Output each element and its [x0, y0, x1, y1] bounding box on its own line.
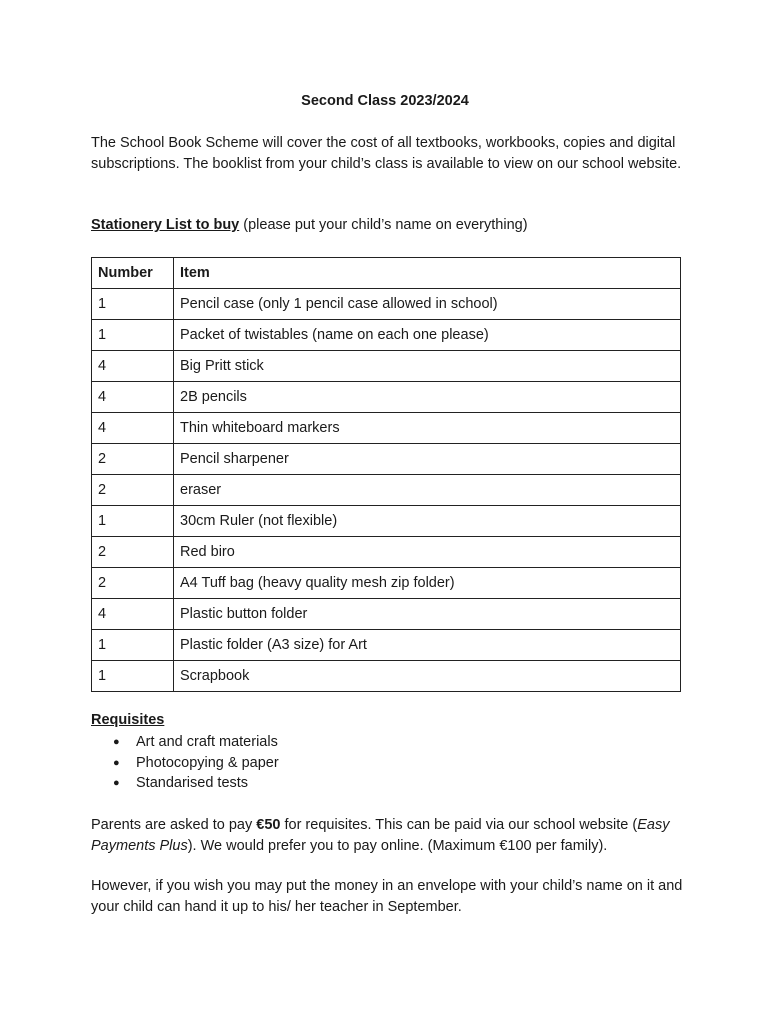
table-row: [92, 382, 681, 413]
row-number: 2: [92, 537, 174, 568]
row-item: Thin whiteboard markers: [174, 413, 681, 444]
row-number: 4: [92, 413, 174, 444]
list-item-text: Standarised tests: [136, 775, 249, 791]
payment-text-2: for requisites. This can be paid via our school website (: [280, 817, 638, 833]
requisites-heading: Requisites: [91, 712, 165, 728]
row-number: 2: [92, 568, 174, 599]
table-row: [92, 537, 681, 568]
stationery-table: [91, 257, 681, 692]
payment-paragraph: [91, 815, 691, 856]
row-item: Packet of twistables (name on each one please): [174, 320, 681, 351]
column-header-item: Item: [174, 258, 681, 289]
row-item: Plastic button folder: [174, 599, 681, 630]
row-item: eraser: [174, 475, 681, 506]
payment-text-3: ). We would prefer you to pay online. (Maximum €100 per family).: [187, 837, 608, 854]
bullet-icon: ●: [113, 777, 120, 789]
requisites-list: [91, 732, 279, 794]
row-item: A4 Tuff bag (heavy quality mesh zip folder): [174, 568, 681, 599]
table-row: [92, 661, 681, 692]
row-number: 2: [92, 475, 174, 506]
table-row: [92, 630, 681, 661]
table-row: [92, 506, 681, 537]
row-item: 2B pencils: [174, 382, 681, 413]
list-item: [91, 773, 279, 794]
list-item: [91, 732, 279, 753]
table-row: [92, 444, 681, 475]
row-item: Scrapbook: [174, 661, 681, 692]
table-row: [92, 413, 681, 444]
bullet-icon: ●: [113, 736, 120, 748]
row-number: 1: [92, 320, 174, 351]
payment-service-name: Easy Payments Plus: [91, 817, 670, 854]
table-row: [92, 568, 681, 599]
column-header-number: Number: [92, 258, 174, 289]
table-row: [92, 475, 681, 506]
table-row: [92, 599, 681, 630]
envelope-paragraph: However, if you wish you may put the money in an envelope with your child’s name on it and your child can hand it up to his/ her teacher in September.: [91, 878, 683, 915]
stationery-paragraph: [91, 215, 691, 236]
list-item-text: Photocopying & paper: [136, 754, 279, 771]
list-item: [91, 753, 279, 774]
list-item-text: Art and craft materials: [136, 734, 278, 750]
payment-amount: €50: [256, 817, 281, 833]
row-number: 1: [92, 289, 174, 320]
row-number: 1: [92, 506, 174, 537]
payment-text-1: Parents are asked to pay: [91, 817, 257, 833]
stationery-heading: Stationery List to buy: [91, 217, 240, 233]
table-row: [92, 351, 681, 382]
row-item: Big Pritt stick: [174, 351, 681, 382]
row-number: 1: [92, 630, 174, 661]
table-header-row: [92, 258, 681, 289]
row-number: 4: [92, 351, 174, 382]
row-item: Plastic folder (A3 size) for Art: [174, 630, 681, 661]
row-number: 4: [92, 382, 174, 413]
intro-paragraph: The School Book Scheme will cover the cost of all textbooks, workbooks, copies and digital subscriptions. The booklist from your child’s class is available to view on our school website.: [91, 135, 682, 172]
row-item: Red biro: [174, 537, 681, 568]
row-item: Pencil sharpener: [174, 444, 681, 475]
row-number: 1: [92, 661, 174, 692]
row-item: 30cm Ruler (not flexible): [174, 506, 681, 537]
page-title: Second Class 2023/2024: [301, 93, 469, 109]
table-row: [92, 289, 681, 320]
row-number: 4: [92, 599, 174, 630]
row-item: Pencil case (only 1 pencil case allowed in school): [174, 289, 681, 320]
stationery-note: (please put your child’s name on everything): [239, 217, 528, 233]
row-number: 2: [92, 444, 174, 475]
table-row: [92, 320, 681, 351]
bullet-icon: ●: [113, 756, 120, 769]
